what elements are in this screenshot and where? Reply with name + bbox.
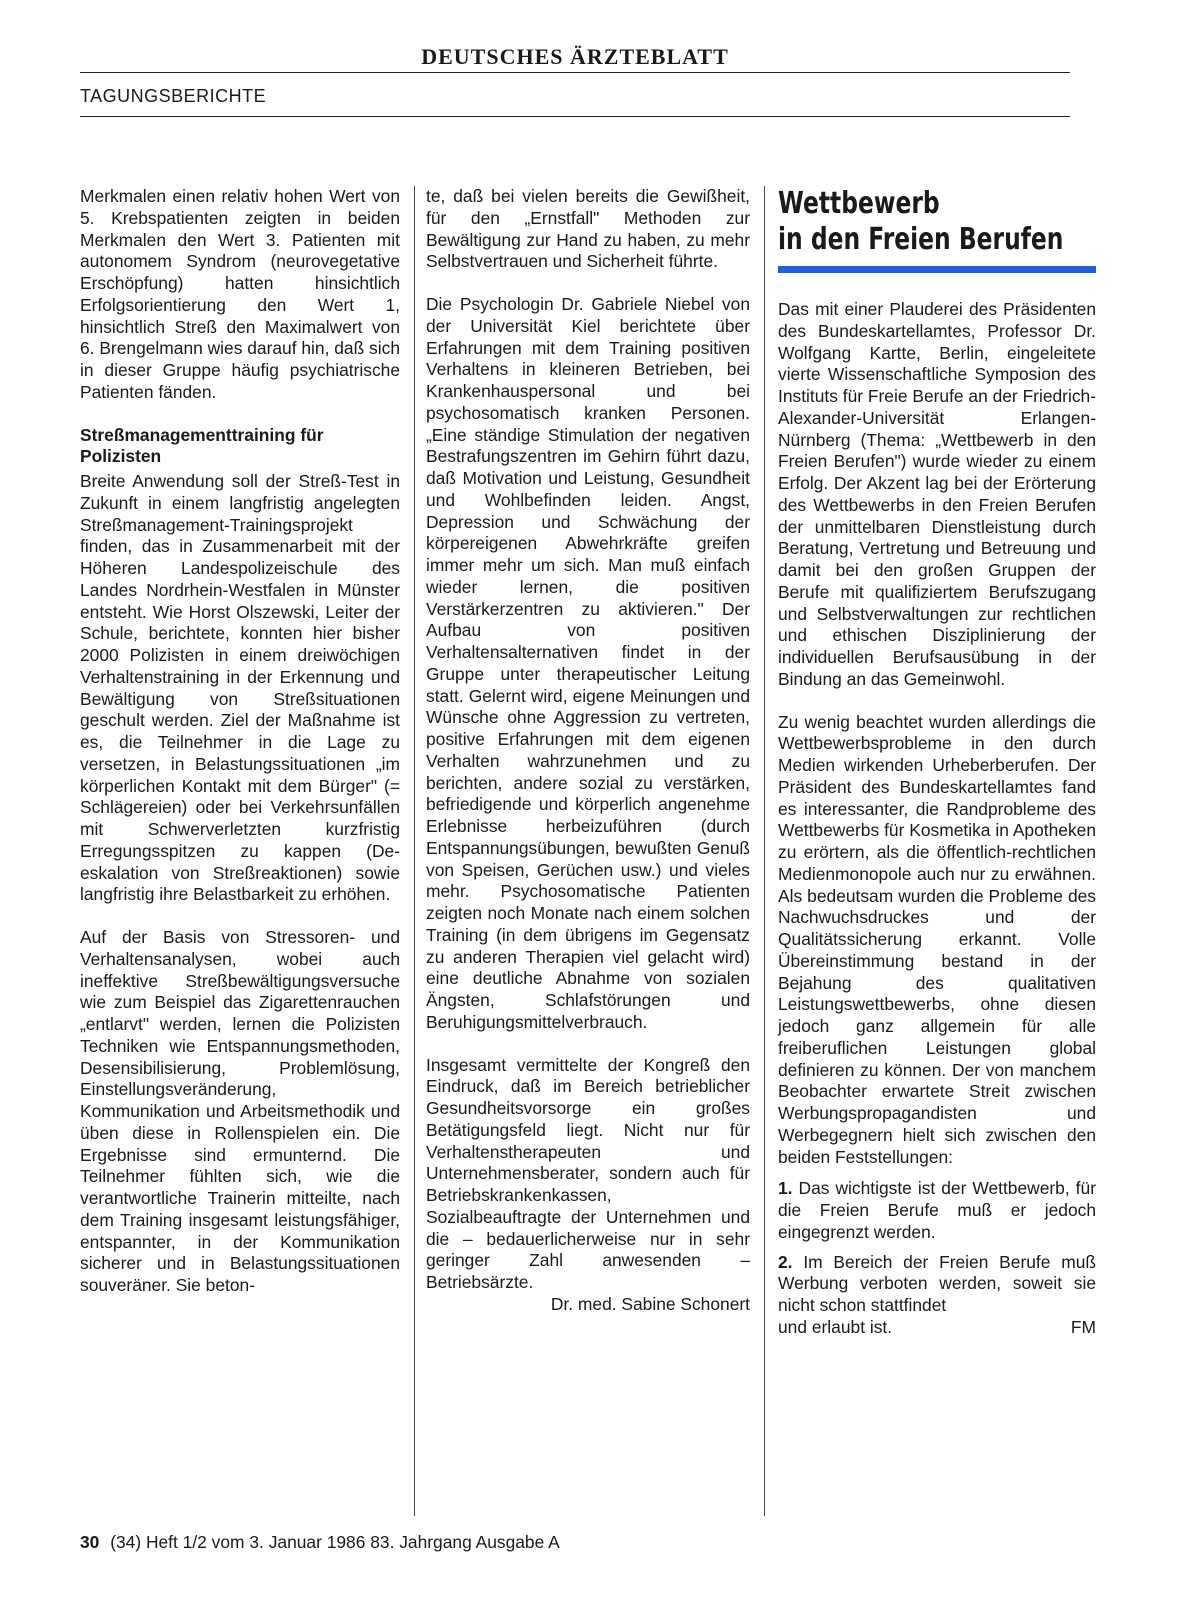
masthead: DEUTSCHES ÄRZTEBLATT <box>421 44 729 69</box>
author-initials: FM <box>1070 1316 1096 1337</box>
page-footer <box>80 1532 560 1553</box>
paragraph: te, daß bei vielen bereits die Gewißheit, für den „Ernstfall" Methoden zur Bewältigung zur Hand zu haben, zu mehr Selbstvertrauen und Sicherheit führte. <box>426 186 750 272</box>
paragraph: Insgesamt vermittelte der Kongreß den Eindruck, daß im Bereich betrieblicher Gesundheitsvorsorge ein großes Betätigungsfeld liegt. Nicht nur für Verhaltenstherapeuten und Unternehmensberater, sondern auch für Betriebskrankenkassen, Sozialbeauftragte der Unternehmen und die – bedauerlicherweise nur in sehr geringer Zahl anwesenden – Betriebsärzte. <box>426 1054 750 1292</box>
title-accent-bar <box>778 266 1096 273</box>
section-label: TAGUNGSBERICHTE <box>80 86 267 106</box>
header-rule-bottom <box>80 116 1070 117</box>
paragraph: Das mit einer Plauderei des Präsidenten des Bundeskartellamtes, Professor Dr. Wolfgang Kartte, Berlin, eingeleitete vierte Wissenschaftliche Symposion des Instituts für Freie Berufe an der Friedrich-Alexander-Universität Erlangen-Nürnberg (Thema: „Wettbewerb in den Freien Berufen") wurde wieder zu einem Erfolg. Der Akzent lag bei der Erörterung des Wettbewerbs in den Freien Berufen der unmittelbaren Dienstleistung durch Beratung, Vertretung und Betreuung und damit bei den großen Gruppen der Berufe mit qualifiziertem Berufszugang und Selbstverwaltungen zur rechtlichen und ethischen Disziplinierung der individuellen Berufsausübung in der Bindung an das Gemeinwohl. <box>778 299 1096 689</box>
article-title-line: in den Freien Berufen <box>778 222 1064 257</box>
column-divider <box>764 186 765 1516</box>
page-number: 30 <box>80 1532 100 1552</box>
list-item <box>778 1178 1096 1243</box>
list-text-end: und erlaubt ist. <box>778 1316 893 1337</box>
paragraph: Auf der Basis von Stressoren- und Verhaltensanalysen, wobei auch ineffektive Streßbewältigungsversuche wie zum Beispiel das Zigarettenrauchen „entlarvt" werden, lernen die Polizisten Techniken wie Entspannungsmethoden, Desensibilisierung, Problemlösung, Einstellungsveränderung, Kommunikation und Arbeitsmethodik und üben diese in Rollenspielen ein. Die Ergebnisse sind ermunternd. Die Teilnehmer fühlten sich, wie die verantwortliche Trainerin mitteilte, nach dem Training insgesamt leistungsfähiger, entspannter, in der Kommunikation sicherer und in Belastungssituationen souveräner. Sie beton- <box>80 927 400 1295</box>
article-title-line: Wettbewerb <box>778 186 940 221</box>
author-signature: Dr. med. Sabine Schonert <box>550 1293 750 1314</box>
column-2 <box>426 186 750 1337</box>
header-rule-top <box>80 72 1070 73</box>
paragraph: Die Psychologin Dr. Gabriele Niebel von der Universität Kiel berichtete über Erfahrungen mit dem Training positiven Verhaltens in kleineren Betrieben, bei Krankenhauspersonal und bei psychosomatisch kranken Personen. „Eine ständige Stimulation der negativen Bestrafungszentren im Gehirn führt dazu, daß Motivation und Leistung, Gesundheit und Wohlbefinden leiden. Angst, Depression und Schwächung der körpereigenen Abwehrkräfte greifen immer mehr um sich. Man muß einfach wieder lernen, die positiven Verstärkerzentren zu aktivieren." Der Aufbau von positiven Verhaltensalternativen findet in der Gruppe unter therapeutischer Leitung statt. Gelernt wird, eigene Meinungen und Wünsche ohne Aggression zu vertreten, positive Erfahrungen mit dem eigenen Verhalten wahrzunehmen und zu berichten, andere sozial zu verstärken, befriedigende und körperlich angenehme Erlebnisse herbeizuführen (durch Entspannungsübungen, bewußten Genuß von Speisen, Gerüchen usw.) und vieles mehr. Psychosomatische Patienten zeigten noch Monate nach einem solchen Training (in dem übrigens im Gegensatz zu anderen Therapien viel gelacht wird) eine deutliche Abnahme von sozialen Ängsten, Schlafstörungen und Beruhigungsmittelverbrauch. <box>426 294 750 1032</box>
list-text: Das wichtigste ist der Wettbewerb, für die Freien Berufe muß er jedoch eingegrenzt werden. <box>778 1178 1096 1242</box>
issue-info: (34) Heft 1/2 vom 3. Januar 1986 83. Jahrgang Ausgabe A <box>110 1532 560 1552</box>
paragraph: Zu wenig beachtet wurden allerdings die Wettbewerbsprobleme in den durch Medien wirkenden Urheberberufen. Der Präsident des Bundeskartellamtes fand es interessanter, die Randprobleme des Wettbewerbs für Kosmetika in Apotheken zu erörtern, als die öffentlich-rechtlichen Medienmonopole auch nur zu erwähnen. Als bedeutsam wurden die Probleme des Nachwuchsdruckes und der Qualitätssicherung erkannt. Volle Übereinstimmung bestand in der Bejahung des qualitativen Leistungswettbewerbs, ohne diesen jedoch ganz allgemein für alle freiberuflichen Leistungen global definieren zu können. Der von manchem Beobachter erwartete Streit zwischen Werbungspropagandisten und Werbegegnern hielt sich zwischen den beiden Feststellungen: <box>778 711 1096 1167</box>
column-3 <box>778 186 1096 1339</box>
list-number: 2. <box>778 1251 793 1272</box>
last-line <box>778 1317 1096 1339</box>
paragraph: Merkmalen einen relativ hohen Wert von 5. Krebspatienten zeigten in beiden Merkmalen den Wert 3. Patienten mit autonomem Syndrom (neurovegetative Erschöpfung) hatten hinsichtlich Erfolgsorientierung den Wert 1, hinsichtlich Streß den Maximalwert von 6. Brengelmann wies darauf hin, daß sich in dieser Gruppe häufig psychiatrische Patienten fänden. <box>80 186 400 402</box>
article-title <box>778 186 1064 258</box>
list-number: 1. <box>778 1178 793 1199</box>
column-divider <box>414 186 415 1516</box>
numbered-list <box>778 1178 1096 1338</box>
paragraph: Breite Anwendung soll der Streß-Test in Zukunft in einem langfristig angelegten Streßmanagement-Trainingsprojekt finden, das in Zusammenarbeit mit der Höheren Landespolizeischule des Landes Nordrhein-Westfalen in Münster entsteht. Wie Horst Olszewski, Leiter der Schule, berichtete, konnten hier bisher 2000 Polizisten in einem dreiwöchigen Verhaltenstraining in der Erkennung und Bewältigung von Streßsituationen geschult werden. Ziel der Maßnahme ist es, die Teilnehmer in die Lage zu versetzen, in Belastungssituationen „im körperlichen Kontakt mit dem Bürger" (= Schlägereien) oder bei Verkehrsunfällen mit Schwerverletzten kurzfristig Erregungsspitzen zu kappen (De-eskalation von Streßreaktionen) sowie langfristig ihre Belastbarkeit zu erhöhen. <box>80 471 400 905</box>
subheading: Streßmanagementtraining für Polizisten <box>80 424 324 467</box>
list-text: Im Bereich der Freien Berufe muß Werbung verboten werden, soweit sie nicht schon stattfindet <box>778 1251 1096 1315</box>
list-item <box>778 1252 1096 1317</box>
column-1 <box>80 186 400 1318</box>
